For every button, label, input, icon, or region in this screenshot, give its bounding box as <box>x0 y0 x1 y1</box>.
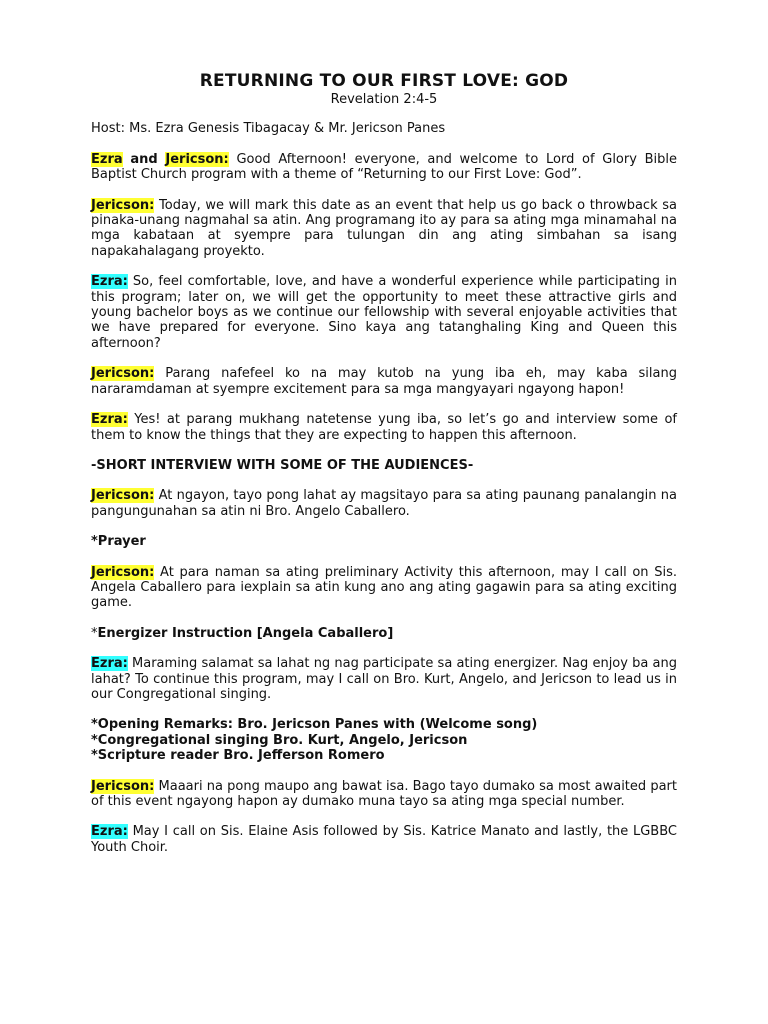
speaker-label-jericson: Jericson: <box>91 197 155 213</box>
paragraph-welcome <box>91 152 677 183</box>
paragraph-text: Today, we will mark this date as an event that help us go back o throwback sa pinaka-unang nagmahal sa atin. Ang programang ito ay para sa ating mga minamahal na mga kabataan at syempre para tulungan din ang ating simbahan sa isang napakahalagang proyekto. <box>91 197 677 259</box>
speaker-label-jericson: Jericson: <box>91 564 155 580</box>
document-title: RETURNING TO OUR FIRST LOVE: GOD <box>199 71 569 91</box>
paragraph-ezra-1 <box>91 274 677 351</box>
interview-heading: -SHORT INTERVIEW WITH SOME OF THE AUDIENCES- <box>91 457 474 473</box>
host-line: Host: Ms. Ezra Genesis Tibagacay & Mr. Jericson Panes <box>91 121 446 137</box>
speaker-label-jericson: Jericson: <box>91 366 155 382</box>
document-subtitle: Revelation 2:4-5 <box>330 92 438 107</box>
paragraph-text: Parang nafefeel ko na may kutob na yung iba eh, may kaba silang nararamdaman at syempre excitement para sa mga mangyayari ngayong hapon! <box>91 366 677 397</box>
speaker-and: and <box>130 151 158 167</box>
program-item-scripture-reader: *Scripture reader Bro. Jefferson Romero <box>91 748 385 764</box>
program-item-congregational-singing: *Congregational singing Bro. Kurt, Angelo, Jericson <box>91 732 468 748</box>
energizer-star: * <box>91 625 98 641</box>
speaker-label-jericson: Jericson: <box>91 488 155 504</box>
energizer-text: Energizer Instruction [Angela Caballero] <box>97 625 394 641</box>
paragraph-text: Good Afternoon! everyone, and welcome to Lord of Glory Bible Baptist Church program with a theme of “Returning to our First Love: God”. <box>91 151 678 183</box>
paragraph-jericson-3 <box>91 488 677 519</box>
paragraph-jericson-5 <box>91 779 677 810</box>
speaker-label-ezra: Ezra: <box>91 412 128 428</box>
program-items <box>91 717 677 763</box>
paragraph-ezra-2 <box>91 412 677 443</box>
speaker-label-jericson: Jericson: <box>91 778 155 794</box>
paragraph-ezra-3 <box>91 656 677 702</box>
speaker-label-ezra: Ezra: <box>91 824 128 840</box>
paragraph-text: At ngayon, tayo pong lahat ay magsitayo para sa ating paunang panalangin na pangungunahan sa atin ni Bro. Angelo Caballero. <box>91 488 678 519</box>
speaker-label-ezra: Ezra <box>91 151 123 167</box>
paragraph-text: Yes! at parang mukhang natetense yung iba, so let’s go and interview some of them to know the things that they are expecting to happen this afternoon. <box>91 412 677 443</box>
paragraph-text: May I call on Sis. Elaine Asis followed by Sis. Katrice Manato and lastly, the LGBBC Youth Choir. <box>91 824 677 855</box>
paragraph-text: Maaari na pong maupo ang bawat isa. Bago tayo dumako sa most awaited part of this event ngayong hapon ay dumako muna tayo sa ating mga special number. <box>91 778 677 809</box>
document-page <box>91 70 677 870</box>
prayer-item: *Prayer <box>91 534 146 550</box>
speaker-label-jericson: Jericson: <box>165 151 229 167</box>
speaker-label-ezra: Ezra: <box>91 656 128 672</box>
speaker-label-ezra: Ezra: <box>91 274 128 290</box>
energizer-item <box>91 626 677 641</box>
paragraph-jericson-2 <box>91 366 677 397</box>
program-item-opening-remarks: *Opening Remarks: Bro. Jericson Panes with (Welcome song) <box>91 717 538 733</box>
paragraph-text: So, feel comfortable, love, and have a wonderful experience while participating in this program; later on, we will get the opportunity to meet these attractive girls and young bachelor boys as we continue our fellowship with several enjoyable activities that we have prepared for everyone. Sino kaya ang tatanghaling King and Queen this afternoon? <box>91 274 677 351</box>
paragraph-ezra-4 <box>91 824 677 855</box>
paragraph-jericson-4 <box>91 565 677 611</box>
paragraph-jericson-1 <box>91 198 677 260</box>
paragraph-text: Maraming salamat sa lahat ng nag participate sa ating energizer. Nag enjoy ba ang lahat? To continue this program, may I call on Bro. Kurt, Angelo, and Jericson to lead us in our Congregational singing. <box>91 656 677 702</box>
paragraph-text: At para naman sa ating preliminary Activity this afternoon, may I call on Sis. Angela Caballero para iexplain sa atin kung ano ang ating gagawin para sa ating exciting game. <box>91 564 677 611</box>
